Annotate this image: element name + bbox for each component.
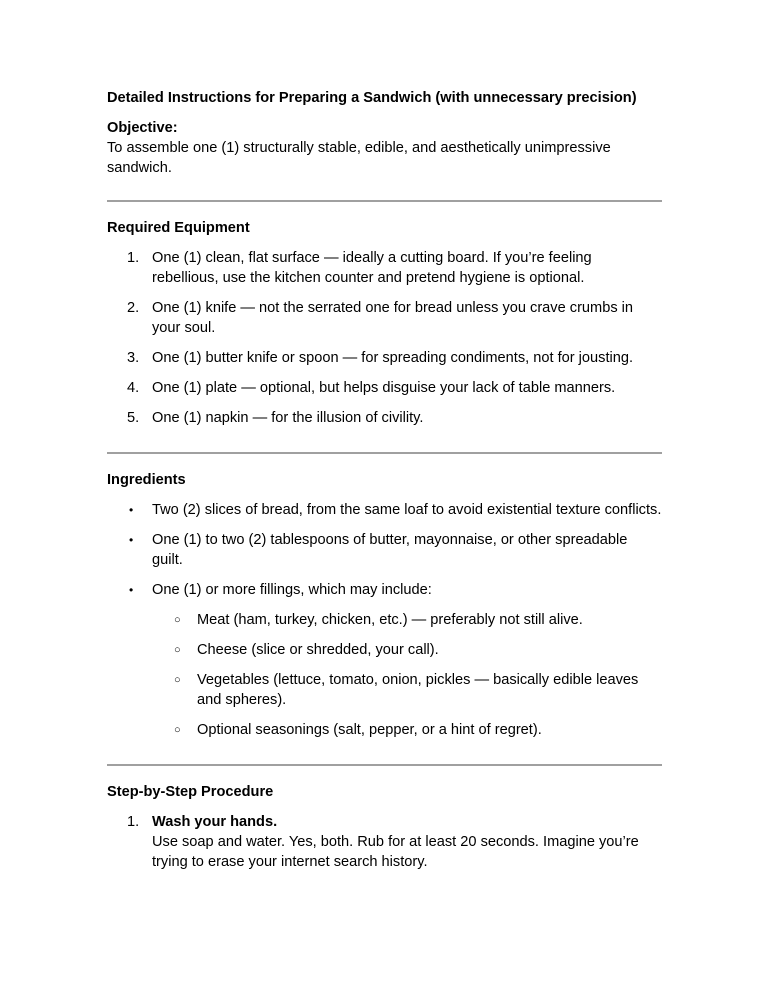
equipment-heading: Required Equipment bbox=[107, 220, 250, 236]
step-text: Use soap and water. Yes, both. Rub for at least 20 seconds. Imagine you’re trying to erase your internet search history. bbox=[152, 834, 639, 870]
document-title: Detailed Instructions for Preparing a Sandwich (with unnecessary precision) bbox=[107, 90, 637, 106]
equipment-item bbox=[107, 298, 662, 338]
list-number: 1. bbox=[127, 250, 140, 266]
filling-item bbox=[107, 610, 662, 630]
ingredient-item-text: Two (2) slices of bread, from the same loaf to avoid existential texture conflicts. bbox=[152, 502, 662, 518]
procedure-heading: Step-by-Step Procedure bbox=[107, 784, 274, 800]
ingredients-section bbox=[107, 470, 662, 740]
ingredient-item-text: One (1) or more fillings, which may include: bbox=[152, 582, 432, 598]
hollow-bullet-icon: ○ bbox=[174, 674, 181, 686]
hollow-bullet-icon: ○ bbox=[174, 724, 181, 736]
equipment-item bbox=[107, 348, 662, 368]
filling-item-text: Vegetables (lettuce, tomato, onion, pickles — basically edible leaves and spheres). bbox=[197, 672, 639, 708]
equipment-section bbox=[107, 218, 662, 428]
objective-text: To assemble one (1) structurally stable, edible, and aesthetically unimpressive sandwich. bbox=[107, 140, 611, 176]
ingredient-item bbox=[107, 530, 662, 570]
equipment-item bbox=[107, 248, 662, 288]
equipment-item bbox=[107, 378, 662, 398]
equipment-item-text: One (1) napkin — for the illusion of civility. bbox=[152, 410, 424, 426]
step-title: Wash your hands. bbox=[152, 814, 278, 830]
list-number: 2. bbox=[127, 300, 140, 316]
filling-item-text: Cheese (slice or shredded, your call). bbox=[197, 642, 439, 658]
equipment-item-text: One (1) knife — not the serrated one for bread unless you crave crumbs in your soul. bbox=[152, 300, 634, 336]
ingredient-item bbox=[107, 500, 662, 520]
equipment-item-text: One (1) clean, flat surface — ideally a cutting board. If you’re feeling rebellious, use the kitchen counter and pretend hygiene is optional. bbox=[152, 250, 592, 286]
list-number: 3. bbox=[127, 350, 140, 366]
equipment-item bbox=[107, 408, 662, 428]
equipment-item-text: One (1) butter knife or spoon — for spreading condiments, not for jousting. bbox=[152, 350, 634, 366]
bullet-icon: • bbox=[129, 533, 134, 547]
bullet-icon: • bbox=[129, 503, 134, 517]
step-number: 1. bbox=[127, 814, 140, 830]
procedure-section bbox=[107, 782, 662, 872]
list-number: 5. bbox=[127, 410, 140, 426]
objective-section bbox=[107, 118, 662, 178]
filling-item bbox=[107, 640, 662, 660]
procedure-steps bbox=[107, 812, 662, 872]
filling-item bbox=[107, 720, 662, 740]
hollow-bullet-icon: ○ bbox=[174, 644, 181, 656]
hollow-bullet-icon: ○ bbox=[174, 614, 181, 626]
equipment-list bbox=[107, 248, 662, 428]
ingredient-item bbox=[107, 580, 662, 600]
ingredients-heading: Ingredients bbox=[107, 472, 186, 488]
list-number: 4. bbox=[127, 380, 140, 396]
fillings-sublist bbox=[107, 610, 662, 740]
filling-item bbox=[107, 670, 662, 710]
objective-label: Objective: bbox=[107, 120, 178, 136]
equipment-item-text: One (1) plate — optional, but helps disguise your lack of table manners. bbox=[152, 380, 616, 396]
ingredient-item-text: One (1) to two (2) tablespoons of butter, mayonnaise, or other spreadable guilt. bbox=[152, 532, 628, 568]
ingredients-list bbox=[107, 500, 662, 600]
bullet-icon: • bbox=[129, 583, 134, 597]
filling-item-text: Meat (ham, turkey, chicken, etc.) — preferably not still alive. bbox=[197, 612, 583, 628]
filling-item-text: Optional seasonings (salt, pepper, or a hint of regret). bbox=[197, 722, 542, 738]
procedure-step bbox=[107, 812, 662, 872]
